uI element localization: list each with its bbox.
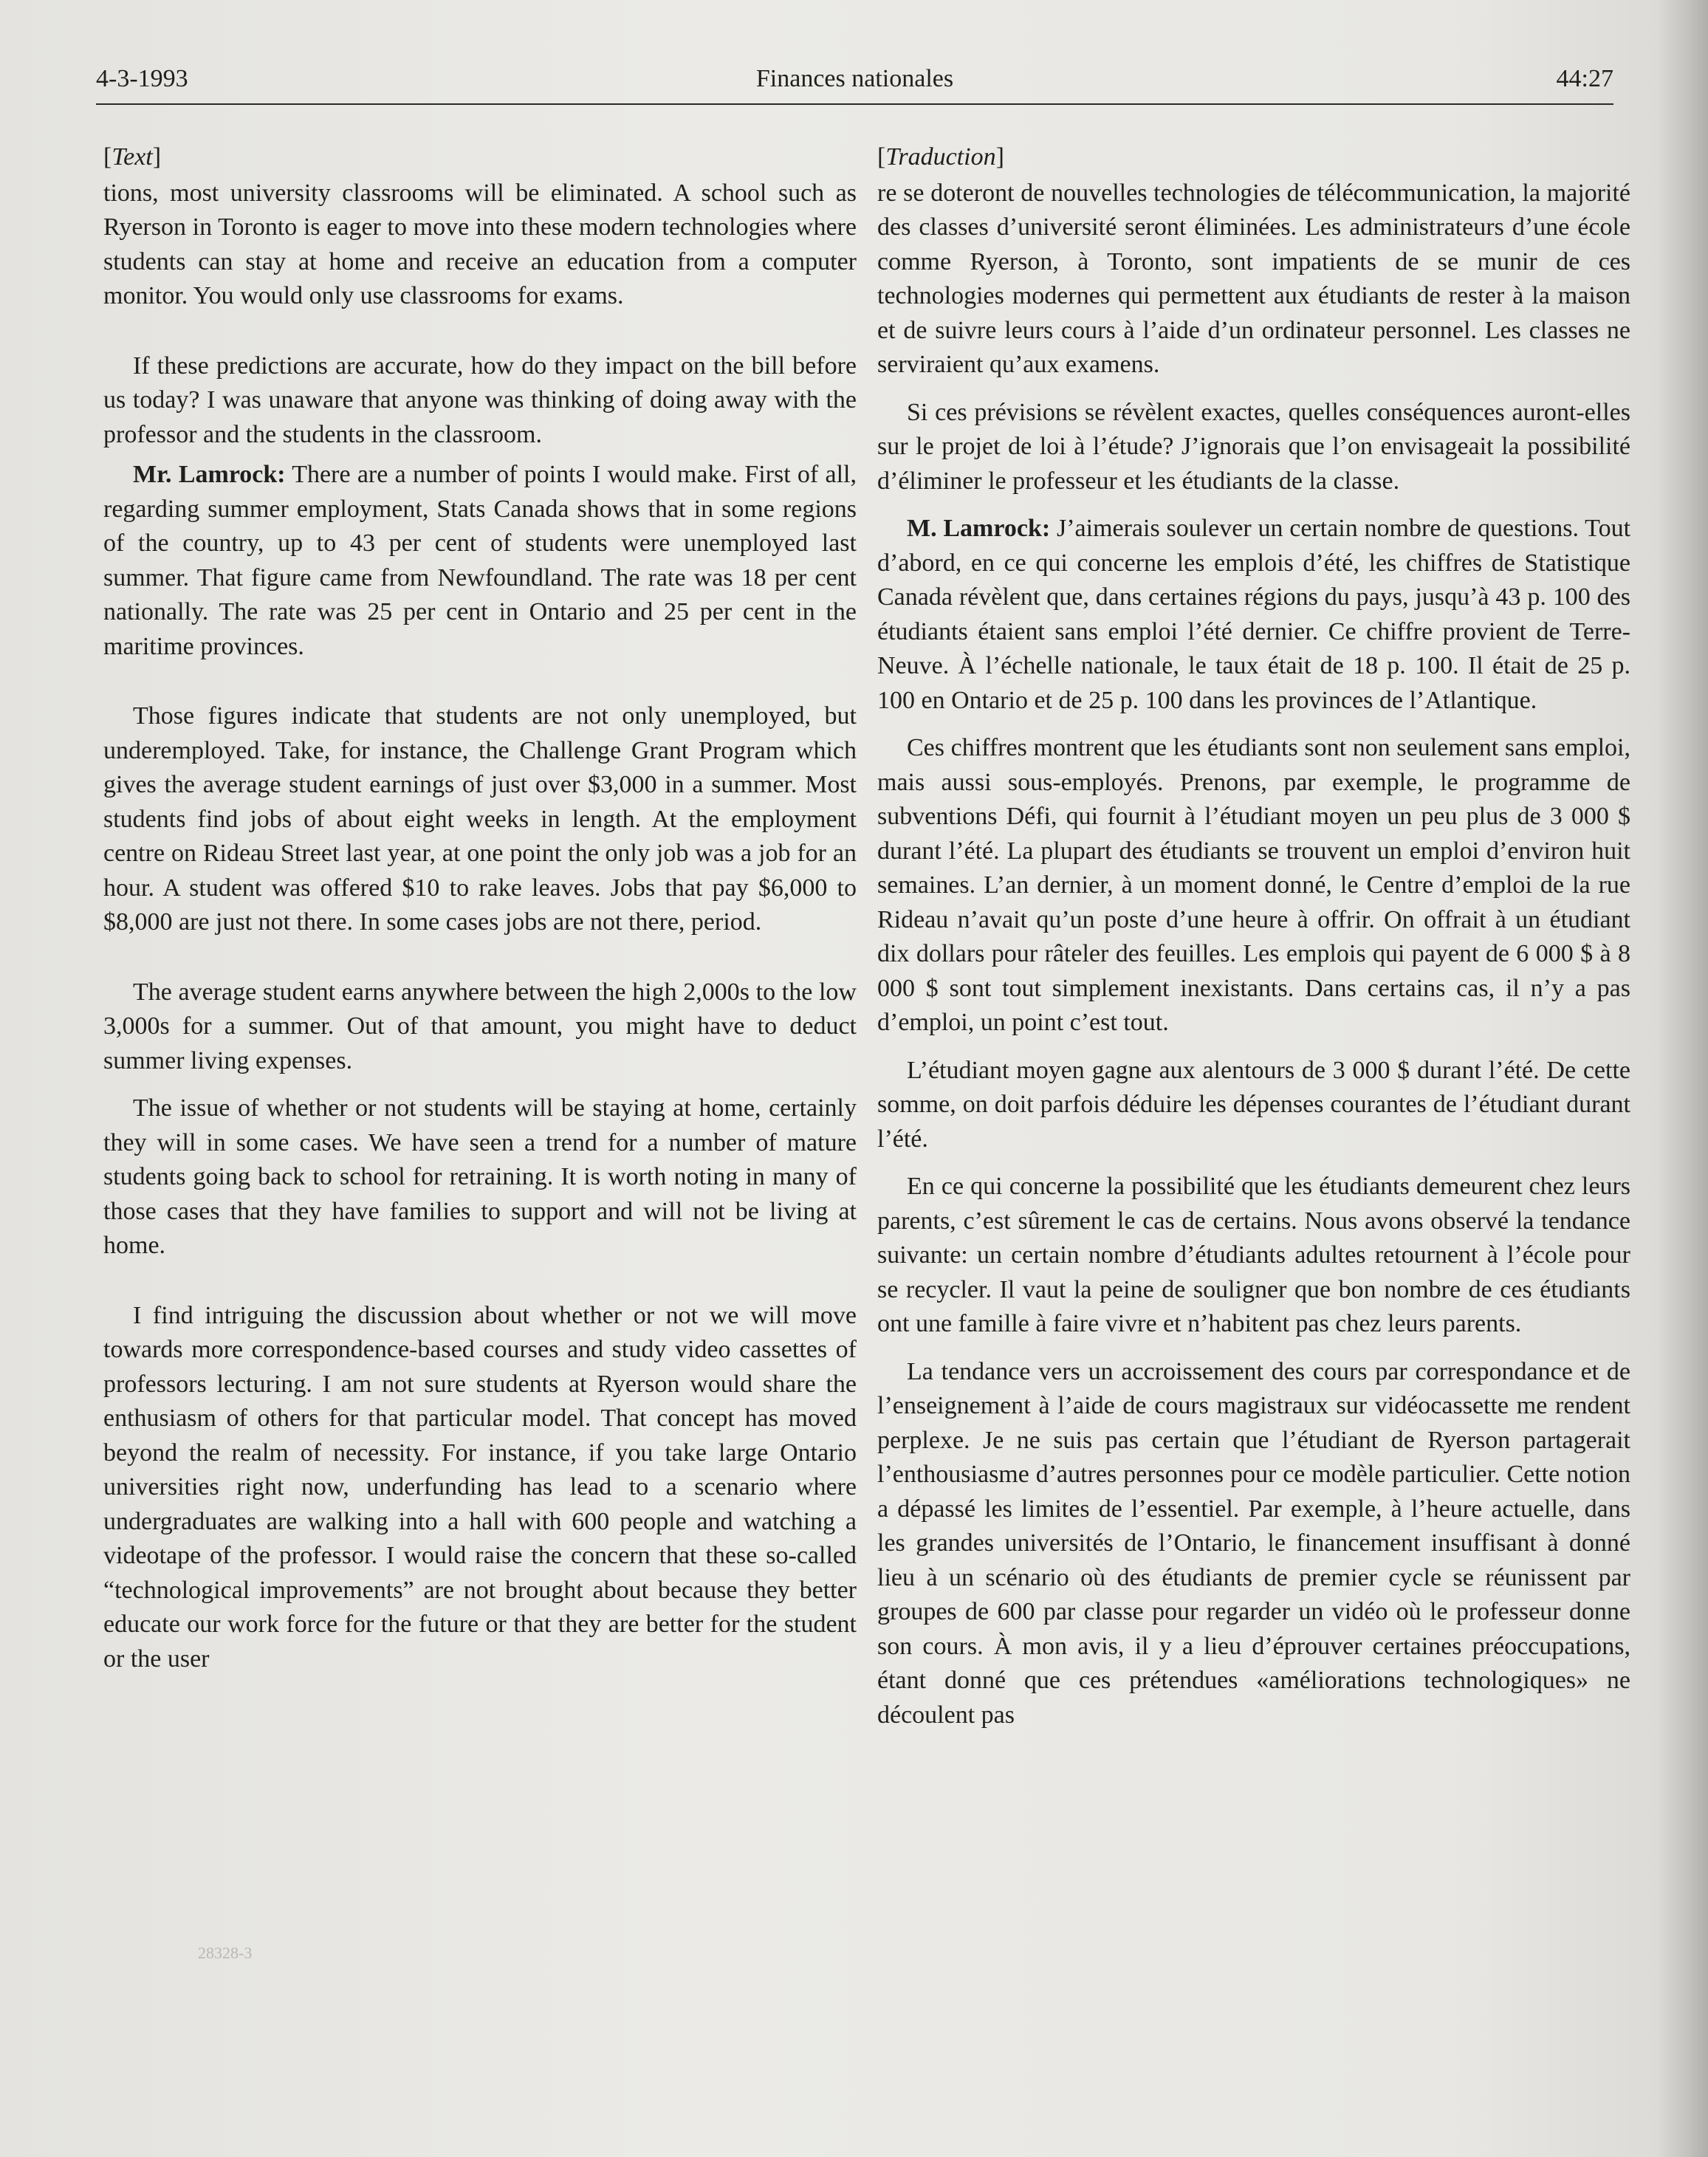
french-paragraph-3 [877, 512, 1630, 718]
running-header [96, 61, 1613, 105]
folio-mark: 28328-3 [198, 1944, 253, 1962]
speaker-name: Mr. Lamrock: [133, 461, 286, 488]
french-paragraph-7: La tendance vers un accroissement des cours par correspondance et de l’enseignement à l’aide de cours magistraux sur vidéocassette me rendent perplexe. Je ne suis pas certain que l’étudiant de Ryerson partagerait l’enthousiasme d’autres personnes pour ce modèle particulier. Cette notion a dépassé les limites de l’essentiel. Par exemple, à l’heure actuelle, dans les grandes universités de l’Ontario, le financement insuffisant à donné lieu à un scénario où des étudiants de premier cycle se réunissent par groupes de 600 par classe pour regarder un vidéo où le professeur donne son cours. À mon avis, il y a lieu d’éprouver certaines préoccupations, étant donné que ces prétendues «améliorations technologiques» ne découlent pas [877, 1357, 1630, 1729]
header-date: 4-3-1993 [96, 65, 188, 92]
english-paragraph-1: tions, most university classrooms will be eliminated. A school such as Ryerson in Toronto is eager to move into these modern technologies where students can stay at home and receive an education from a computer monitor. You would only use classrooms for exams. [103, 179, 857, 309]
french-label-text: Traduction [885, 143, 996, 171]
french-column [877, 140, 1630, 1732]
speaker-name: M. Lamrock: [907, 515, 1051, 542]
french-paragraph-4: Ces chiffres montrent que les étudiants sont non seulement sans emploi, mais aussi sous-employés. Prenons, par exemple, le programme de subventions Défi, qui fournit à l’étudiant moyen un peu plus de 3 000 $ durant l’été. La plupart des étudiants se trouvent un emploi d’environ huit semaines. L’an dernier, à un moment donné, le Centre d’emploi de la rue Rideau n’avait qu’un poste d’une heure à offrir. On offrait à un étudiant dix dollars pour râteler des feuilles. Les emplois qui payent de 6 000 $ à 8 000 $ sont tout simplement inexistants. Dans certains cas, il n’y a pas d’emploi, un point c’est tout. [877, 734, 1630, 1036]
english-paragraph-3 [103, 458, 857, 664]
english-label: [Text] [103, 143, 162, 171]
page-edge-shadow [1656, 0, 1708, 2157]
french-paragraph-6: En ce qui concerne la possibilité que les étudiants demeurent chez leurs parents, c’est sûrement le cas de certains. Nous avons observé la tendance suivante: un certain nombre d’étudiants adultes retournent à l’école pour se recycler. Il vaut la peine de souligner que bon nombre de ces étudiants ont une famille à faire vivre et n’habitent pas chez leurs parents. [877, 1173, 1630, 1337]
english-paragraph-5: The average student earns anywhere between the high 2,000s to the low 3,000s for a summer. Out of that amount, you might have to deduct summer living expenses. [103, 978, 857, 1074]
english-paragraph-2: If these predictions are accurate, how do they impact on the bill before us today? I was unaware that anyone was thinking of doing away with the professor and the students in the classroom. [103, 352, 857, 448]
header-rule [96, 103, 1613, 105]
french-paragraph-1: re se doteront de nouvelles technologies de télécommunication, la majorité des classes d’université seront éliminées. Les administrateurs d’une école comme Ryerson, à Toronto, sont impatients de se munir de ces technologies modernes qui permettent aux étudiants de rester à la maison et de suivre leurs cours à l’aide d’un ordinateur personnel. Les classes ne serviraient qu’aux examens. [877, 179, 1630, 378]
english-label-text: Text [112, 143, 153, 171]
french-paragraph-5: L’étudiant moyen gagne aux alentours de 3 000 $ durant l’été. De cette somme, on doit parfois déduire les dépenses courantes de l’étudiant durant l’été. [877, 1056, 1630, 1153]
header-title: Finances nationales [755, 65, 954, 92]
english-column [103, 140, 857, 1676]
header-page-number: 44:27 [1556, 65, 1613, 92]
french-label: [Traduction] [877, 143, 1004, 171]
english-paragraph-3-text: There are a number of points I would make. First of all, regarding summer employment, Stats Canada shows that in some regions of the country, up to 43 per cent of students were unemployed last summer. That figure came from Newfoundland. The rate was 18 per cent nationally. The rate was 25 per cent in Ontario and 25 per cent in the maritime provinces. [103, 461, 857, 660]
english-paragraph-6: The issue of whether or not students will be staying at home, certainly they will in some cases. We have seen a trend for a number of mature students going back to school for retraining. It is worth noting in many of those cases that they have families to support and will not be living at home. [103, 1094, 857, 1259]
english-paragraph-4: Those figures indicate that students are not only unemployed, but underemployed. Take, for instance, the Challenge Grant Program which gives the average student earnings of just over $3,000 in a summer. Most students find jobs of about eight weeks in length. At the employment centre on Rideau Street last year, at one point the only job was a job for an hour. A student was offered $10 to rake leaves. Jobs that pay $6,000 to $8,000 are just not there. In some cases jobs are not there, period. [103, 702, 857, 936]
french-paragraph-2: Si ces prévisions se révèlent exactes, quelles conséquences auront-elles sur le projet de loi à l’étude? J’ignorais que l’on envisageait la possibilité d’éliminer le professeur et les étudiants de la classe. [877, 398, 1630, 495]
french-paragraph-3-text: J’aimerais soulever un certain nombre de questions. Tout d’abord, en ce qui concerne les emplois d’été, les chiffres de Statistique Canada révèlent que, dans certaines régions du pays, jusqu’à 43 p. 100 des étudiants étaient sans emploi l’été dernier. Ce chiffre provient de Terre-Neuve. À l’échelle nationale, le taux était de 18 p. 100. Il était de 25 p. 100 en Ontario et de 25 p. 100 dans les provinces de l’Atlantique. [877, 515, 1631, 714]
english-paragraph-7: I find intriguing the discussion about whether or not we will move towards more correspondence-based courses and study video cassettes of professors lecturing. I am not sure students at Ryerson would share the enthusiasm of others for that particular model. That concept has moved beyond the realm of necessity. For instance, if you take large Ontario universities right now, underfunding has lead to a scenario where undergraduates are walking into a hall with 600 people and watching a videotape of the professor. I would raise the concern that these so-called “technological improvements” are not brought about because they better educate our work force for the future or that they are better for the student or the user [103, 1301, 857, 1673]
